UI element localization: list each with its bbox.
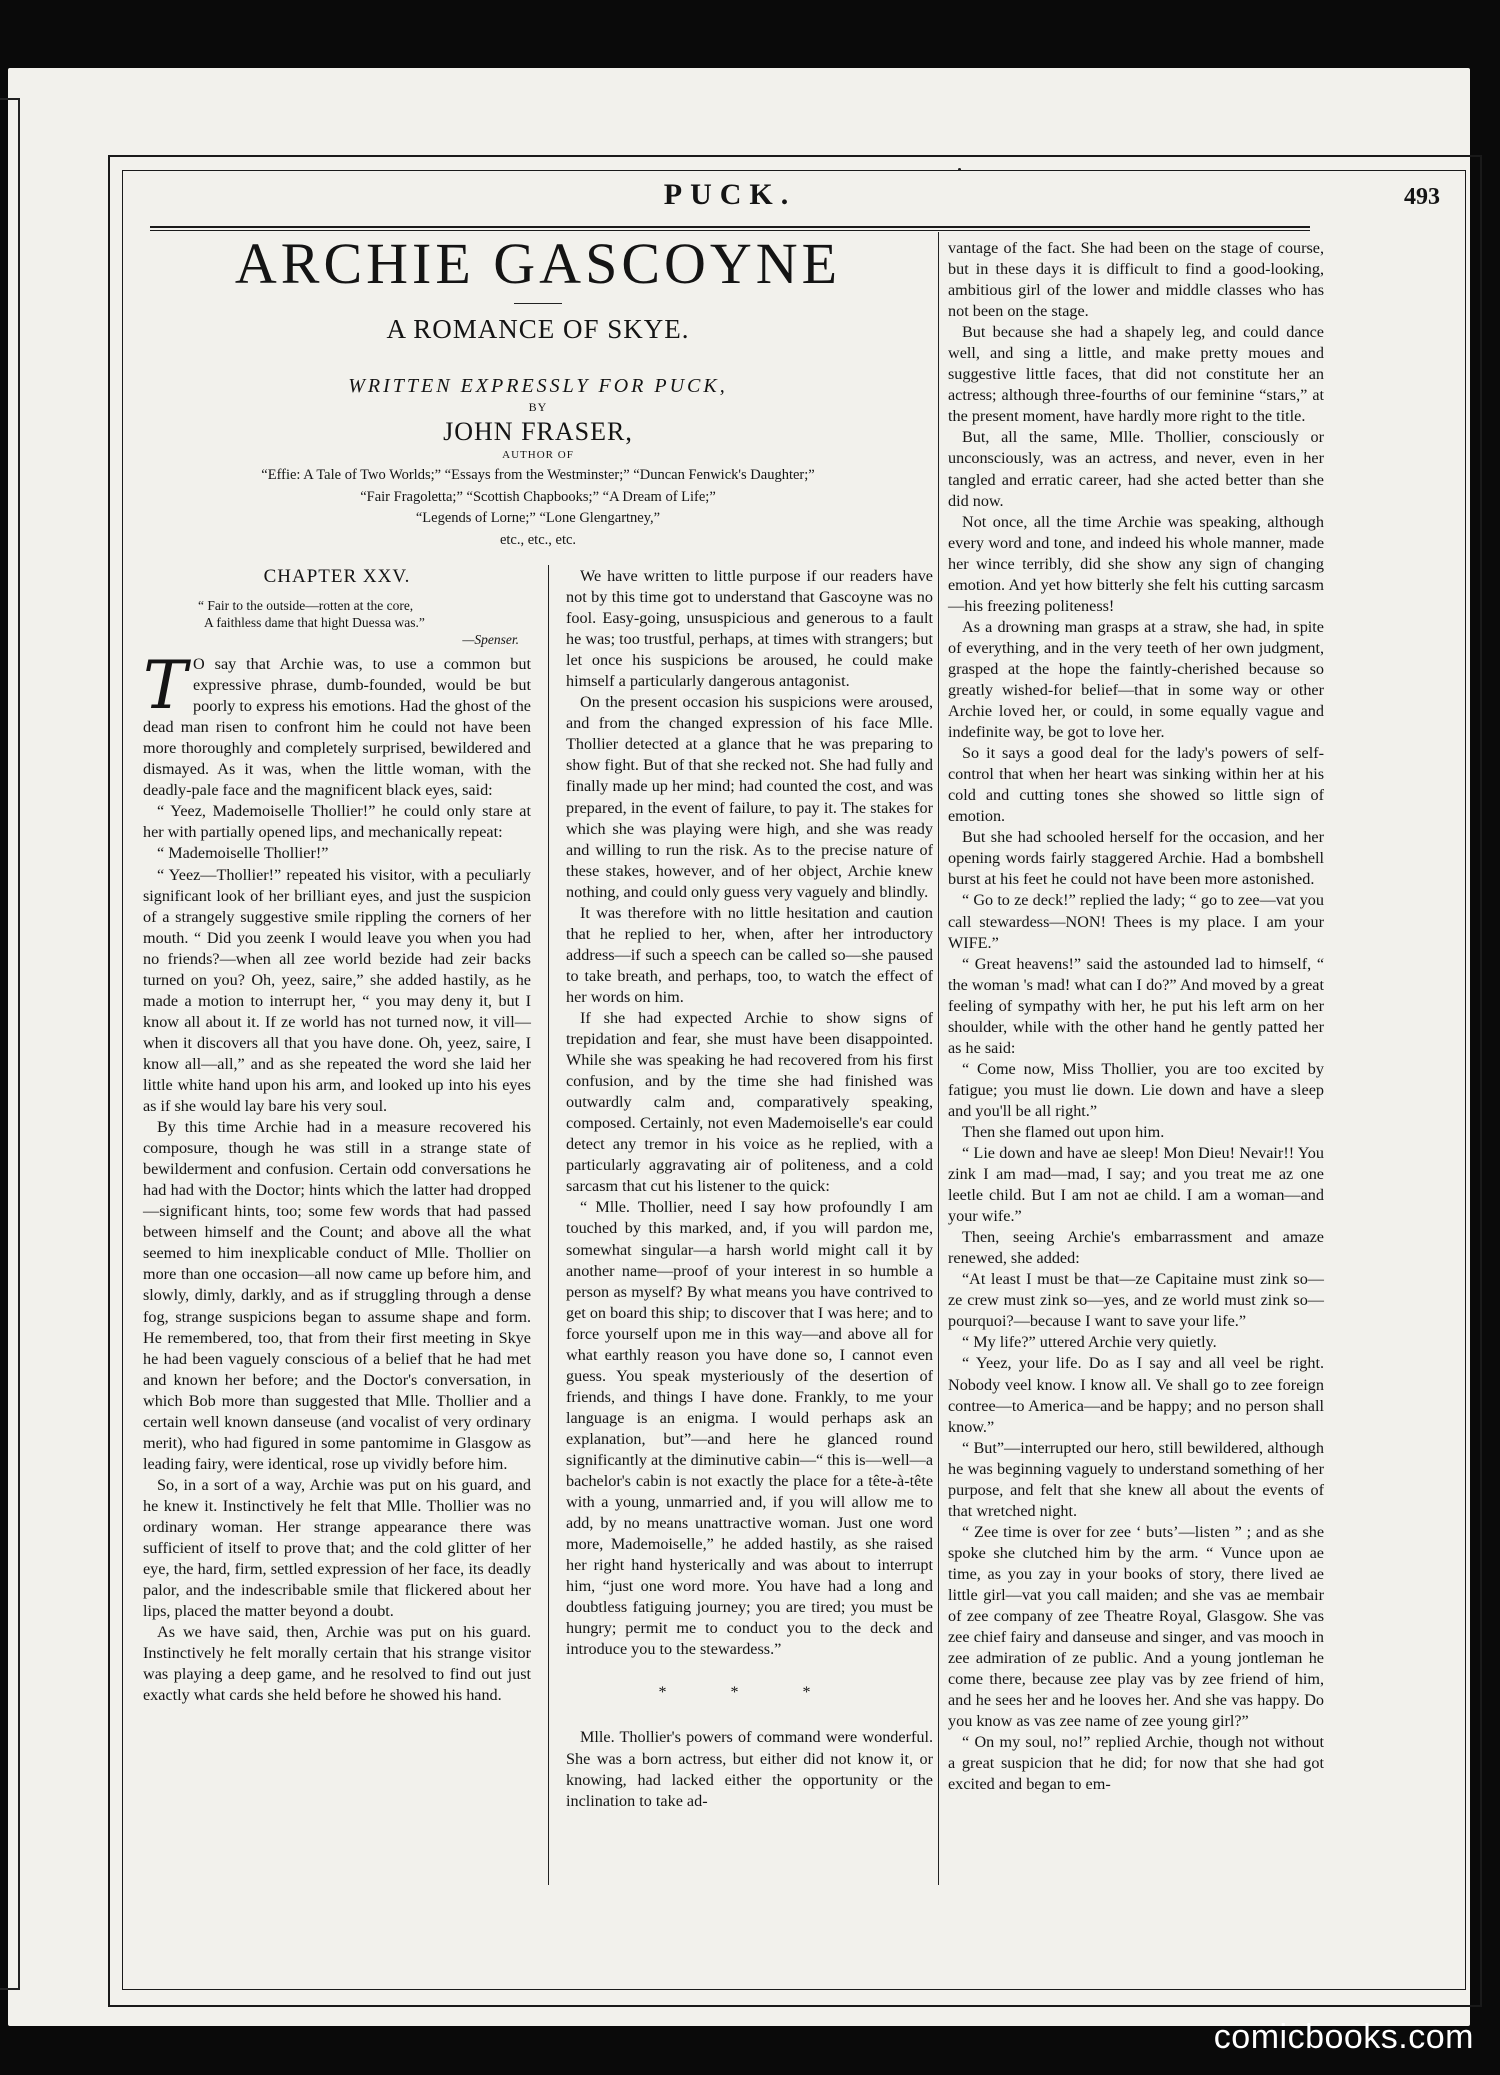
paragraph: “ Lie down and have ae sleep! Mon Dieu! Nevair!! You zink I am mad—mad, I say; and you treat me az one leetle child. But I am not ae child. I am a woman—and your wife.” xyxy=(948,1144,1324,1226)
epigraph-attribution: —Spenser. xyxy=(462,632,519,648)
paragraph: “ Great heavens!” said the astounded lad to himself, “ the woman 's mad! what can I do?” And moved by a great feeling of sympathy with her, he put his left arm on her shoulder, while with the other hand he gently patted her as he said: xyxy=(948,954,1324,1057)
paragraph: Mlle. Thollier's powers of command were wonderful. She was a born actress, but either did not know it, or knowing, had lacked either the opportunity or the inclination to take ad- xyxy=(566,1728,933,1810)
masthead xyxy=(140,178,1440,222)
paragraph: “ Come now, Miss Thollier, you are too excited by fatigue; you must lie down. Lie down and have a sleep and you'll be all right.” xyxy=(948,1059,1324,1120)
works-line: etc., etc., etc. xyxy=(499,532,577,549)
paragraph: As we have said, then, Archie was put on his guard. Instinctively he felt morally certain that his strange visitor was playing a deep game, and he resolved to find out just exactly what cards she held before he showed his hand. xyxy=(143,1623,531,1705)
adjacent-page-edge xyxy=(0,98,20,1990)
epigraph-line: “ Fair to the outside—rotten at the core, xyxy=(198,598,414,614)
paragraph: So it says a good deal for the lady's powers of self-control that when her heart was sinking within her at his cold and cutting tones she showed so little sign of emotion. xyxy=(948,744,1324,826)
text-column-1 xyxy=(143,566,531,1706)
site-watermark: comicbooks.com xyxy=(1213,2018,1474,2056)
paragraph: “ But”—interrupted our hero, still bewildered, although he was beginning vaguely to understand something of her purpose, and felt that she knew all about the events of that wretched night. xyxy=(948,1438,1324,1520)
paragraph: Not once, all the time Archie was speaking, although every word and tone, and indeed his whole manner, made her wince terribly, did she show any sign of changing emotion. And yet how bitterly she felt his cutting sarcasm—his freezing politeness! xyxy=(948,512,1324,615)
paragraph-text: O say that Archie was, to use a common but expressive phrase, dumb-founded, would be but poorly to express his emotions. Had the ghost of the dead man risen to confront him he could not have been more thoroughly and completely surprised, bewildered and dismayed. As it was, when the little woman, with the deadly-pale face and the magnificent black eyes, said: xyxy=(143,655,531,800)
paragraph: “ On my soul, no!” replied Archie, though not without a great suspicion that he did; for now that she had got excited and began to em- xyxy=(948,1733,1324,1794)
epigraph-line: A faithless dame that hight Duessa was.” xyxy=(204,615,425,631)
paragraph: “ Mlle. Thollier, need I say how profoundly I am touched by this marked, and, if you will pardon me, somewhat singular—a harsh world might call it by another name—proof of your interest in so humble a person as myself? By what means you have contrived to get on board this ship; to discover that I was here; and to force yourself upon me in this way—and above all for what earthly reason you have done so, I cannot even guess. You speak mysteriously of the desertion of friends, and things I have done. Frankly, to me your language is an enigma. I would perhaps ask an explanation, but”—and here he glanced round significantly at the diminutive cabin—“ this is—well—a bachelor's cabin is not exactly the place for a tête-à-tête with a young, unmarried and, if you will allow me to add, by no means unattractive woman. Just one word more, Mademoiselle,” he added hastily, as she raised her right hand hysterically and was about to interrupt him, “just one word more. You have had a long and doubtless fatiguing journey; you are tired; you must be hungry; permit me to conduct you to the deck and introduce you to the stewardess.” xyxy=(566,1198,933,1659)
column-divider xyxy=(548,565,549,1885)
paragraph: But she had schooled herself for the occasion, and her opening words fairly staggered Archie. Had a bombshell burst at his feet he could not have been more astonished. xyxy=(948,828,1324,889)
paragraph: “ My life?” uttered Archie very quietly. xyxy=(962,1333,1217,1352)
written-for-line: WRITTEN EXPRESSLY FOR PUCK, xyxy=(348,374,728,397)
text-column-2 xyxy=(566,566,933,1812)
works-line: “Legends of Lorne;” “Lone Glengartney,” xyxy=(415,510,661,527)
paragraph: “ Yeez, your life. Do as I say and all veel be right. Nobody veel know. I know all. Ve shall go to zee foreign contree—to America—and be happy; and no person shall know.” xyxy=(948,1354,1324,1436)
story-heading xyxy=(148,232,928,552)
paragraph: “ Yeez, Mademoiselle Thollier!” he could only stare at her with partially opened lips, and mechanically repeat: xyxy=(143,802,531,842)
paragraph: But because she had a shapely leg, and could dance well, and sing a little, and make pretty moues and suggestive little faces, that did not constitute her an actress; although three-fourths of our feminine “stars,” at the present moment, have hardly more right to the title. xyxy=(948,323,1324,426)
text-column-3 xyxy=(948,238,1324,1795)
paragraph: vantage of the fact. She had been on the stage of course, but in these days it is difficult to find a good-looking, ambitious girl of the lower and middle classes who has not been on the stage. xyxy=(948,239,1324,321)
section-break: * * * xyxy=(658,1684,841,1702)
paragraph: “ Yeez—Thollier!” repeated his visitor, with a peculiarly significant look of her brilliant eyes, and just the suspicion of a strangely suggestive smile rippling the corners of her mouth. “ Did you zeenk I would leave you when you had no friends?—when all zee world bezide had zeir backs turned on you? Oh, yeez, saire,” she added hastily, as he made a motion to interrupt her, “ you may deny it, but I know all about it. If ze world has not turned now, it vill—when it discovers all that you have done. Oh, yeez, saire, I know all—all,” and as she repeated the word she laid her little white hand upon his arm, and looked up into his eyes as if she would lay bare his very soul. xyxy=(143,865,531,1116)
paragraph: “ Mademoiselle Thollier!” xyxy=(157,844,329,863)
epigraph xyxy=(143,597,531,648)
paragraph: If she had expected Archie to show signs of trepidation and fear, she must have been disappointed. While she was speaking he had recovered from his first confusion, and by the time she had finished was outwardly calm and, comparatively speaking, composed. Certainly, not even Mademoiselle's ear could detect any tremor in his voice as he replied, with a particularly aggravating air of politeness, and a cold sarcasm that cut his listener to the quick: xyxy=(566,1008,933,1196)
paragraph: By this time Archie had in a measure recovered his composure, though he was still in a strange state of bewilderment and confusion. Certain odd conversations he had had with the Doctor; hints which the latter had dropped—significant hints, too; some few words that had passed between himself and the Count; and above all the what seemed to him inexplicable conduct of Mlle. Thollier on more than one occasion—all now came up before him, and slowly, dimly, darkly, and as if struggling through a dense fog, strange suspicions began to assume shape and form. He remembered, too, that from their first meeting in Skye he had been vaguely conscious of a belief that he had met and known her before; and the Doctor's conversation, in which Bob more than suggested that Mlle. Thollier and a certain well known danseuse (and vocalist of very ordinary merit), who had figured in some pantomime in Glasgow as leading fairy, were identical, rose up vividly before him. xyxy=(143,1118,531,1473)
paragraph: Then, seeing Archie's embarrassment and amaze renewed, she added: xyxy=(948,1228,1324,1268)
paragraph: We have written to little purpose if our readers have not by this time got to understand that Gascoyne was no fool. Easy-going, unsuspicious and generous to a fault he was; too trustful, perhaps, at times with strangers; but let once his suspicions be aroused, he could make himself a particularly dangerous antagonist. xyxy=(566,567,933,691)
paragraph: So, in a sort of a way, Archie was put on his guard, and he knew it. Instinctively he felt that Mlle. Thollier was no ordinary woman. Her strange appearance there was sufficient of itself to prove that; and the cold glitter of her eye, the hard, firm, settled expression of her face, its deadly palor, and the indescribable smile that flickered about her lips, placed the matter beyond a doubt. xyxy=(143,1475,531,1621)
paragraph: On the present occasion his suspicions were aroused, and from the changed expression of his face Mlle. Thollier detected at a glance that he was preparing to show fight. But of that she recked not. She had fully and finally made up her mind; had counted the cost, and was prepared, in the event of failure, to pay it. The stakes for which she was playing were high, and she was ready and willing to run the risk. As to the precise nature of these stakes, however, and of her object, Archie knew nothing, and could only guess very vaguely and blindly. xyxy=(566,693,933,901)
column-divider xyxy=(938,232,939,1885)
author-works-list xyxy=(148,465,928,552)
works-line: “Effie: A Tale of Two Worlds;” “Essays from the Westminster;” “Duncan Fenwick's Daughter;” xyxy=(261,466,815,483)
author-of-label: AUTHOR OF xyxy=(502,448,574,461)
paragraph xyxy=(143,647,531,801)
paragraph: Then she flamed out upon him. xyxy=(962,1122,1165,1141)
masthead-title: PUCK. xyxy=(663,178,797,211)
paragraph: “ Go to ze deck!” replied the lady; “ go to zee—vat you call stewardess—NON! Thees is my place. I am your WIFE.” xyxy=(948,891,1324,952)
page-number: 493 xyxy=(1404,184,1440,210)
print-speck xyxy=(958,168,961,171)
paragraph: “ Zee time is over for zee ‘ buts’—listen ” ; and as she spoke she clutched him by the arm. “ Vunce upon ae time, as you zay in your books of story, there lived ae little girl—vat you call maiden; and she vas ae membair of zee company of zee Theatre Royal, Glasgow. She vas zee chief fairy and danseuse and singer, and vas mooch in zee admiration of ze public. And a young jontleman he come there, because zee play vas by zee friend of him, and he sees her and he looves her. And she vas happy. Do you know as vas zee name of zee young girl?” xyxy=(948,1522,1324,1731)
story-subtitle: A ROMANCE OF SKYE. xyxy=(386,313,690,344)
title-divider xyxy=(514,303,562,304)
paragraph: As a drowning man grasps at a straw, she had, in spite of everything, and in the very teeth of her own judgment, grasped at the hope the faintly-cherished because so greatly wished-for belief—that in some way or other Archie loved her, or could, in some equally vague and indefinite way, be got to love her. xyxy=(948,617,1324,742)
drop-cap: T xyxy=(143,647,188,725)
paragraph: But, all the same, Mlle. Thollier, consciously or unconsciously, was an actress, and never, even in her tangled and erratic career, had she acted better than she did now. xyxy=(948,428,1324,510)
paragraph: It was therefore with no little hesitation and caution that he replied to her, when, after her introductory address—if such a speech can be called so—she paused to take breath, and perhaps, too, to watch the effect of her words on him. xyxy=(566,903,933,1006)
author-name: JOHN FRASER, xyxy=(443,416,633,446)
by-line: BY xyxy=(528,399,548,414)
story-title: ARCHIE GASCOYNE xyxy=(234,231,842,296)
paragraph: “At least I must be that—ze Capitaine must zink so—ze crew must zink so—yes, and ze world must zink so—pourquoi?—because I want to save your life.” xyxy=(948,1270,1324,1331)
chapter-heading: CHAPTER XXV. xyxy=(263,566,411,587)
works-line: “Fair Fragoletta;” “Scottish Chapbooks;” “A Dream of Life;” xyxy=(360,488,716,505)
